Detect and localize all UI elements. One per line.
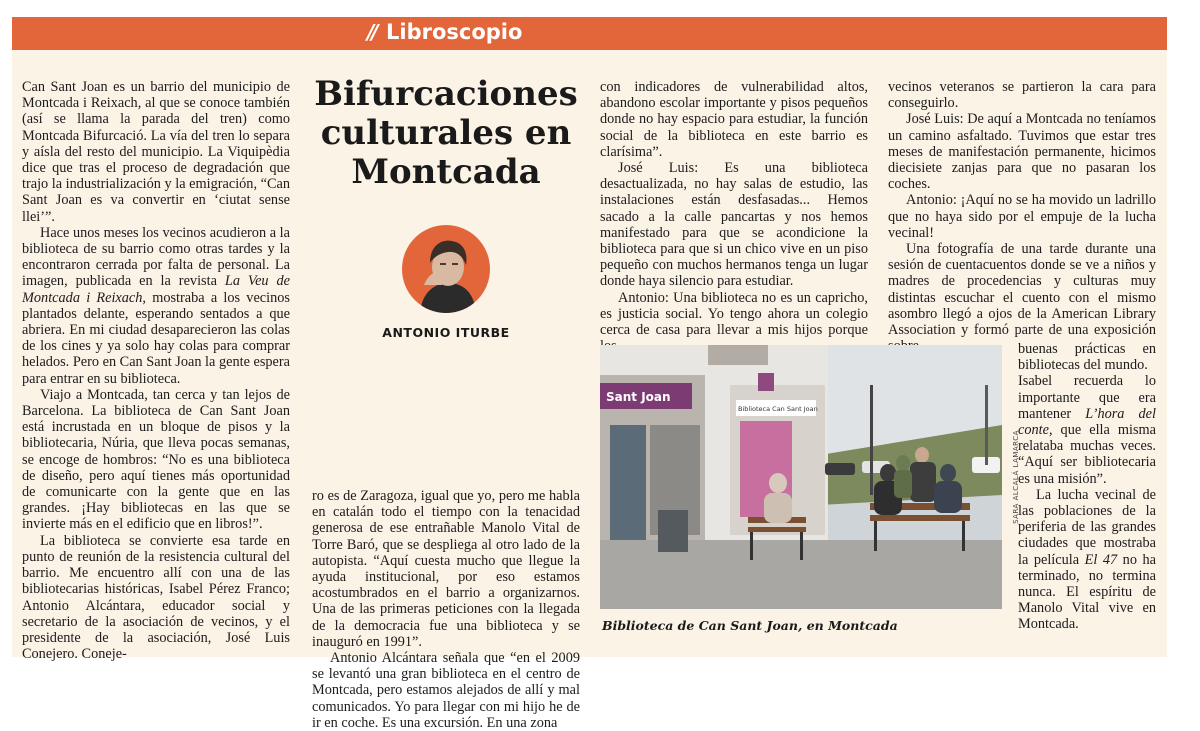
paragraph: José Luis: Es una biblioteca desactualizada, no hay salas de estudio, las instalaciones están desfasadas... Hemos sacado a la calle pancartas y nos hemos manifestado para que se acondicione la biblioteca para que si un chico vive en un piso pequeño con muchos hermanos tenga un lugar donde haya silencio para estudiar. [600,160,868,290]
article-column-1 [22,79,290,662]
paragraph: José Luis: De aquí a Montcada no teníamos un camino asfaltado. Tuvimos que estar tres meses de manifestación permanente, hicimos diecisiete zanjas para que no pasaran los coches. [888,111,1156,193]
article-column-4-lower [1018,341,1156,633]
photo-caption: Biblioteca de Can Sant Joan, en Montcada [602,618,898,633]
paragraph: Una fotografía de una tarde durante una sesión de cuentacuentos donde se ve a niños y madres de procedencias y culturas muy distintas escuchar el cuento con el mismo asombro llegó a ojos de la American Library Association y formó parte de una exposición [888,241,1156,339]
section-title: Libroscopio [386,20,523,44]
library-sign: Biblioteca Can Sant Joan [738,405,818,413]
paragraph: Isabel recuerda lo importante que era mantener L’hora del conte, que ella misma relataba muchas veces. “Aquí ser bibliotecaria es una misión”. [1018,373,1156,487]
paragraph: Antonio: ¡Aquí no se ha movido un ladrillo que no haya sido por el empuje de la lucha vecinal! [888,192,1156,241]
paragraph: Antonio: Una biblioteca no es un capricho, es justicia social. Yo tengo ahora un colegio cerca de casa para llevar a mis hijos porque [600,289,868,339]
paragraph: vecinos veteranos se partieron la cara para conseguirlo. [888,79,1156,112]
article-column-2 [312,488,580,731]
section-banner [12,17,1167,50]
program-name: L’hora del conte [1018,405,1156,439]
paragraph: La biblioteca se convierte esa tarde en punto de reunión de la resistencia cultural del barrio. Me encuentro allí con una de las bibliotecarias históricas, Isabel Pérez Franco; Antonio Alcántara, educador social y secretario de la asociación de vecinos, y el presidente de la asociación, José Luis Conejero. Coneje- [22,532,290,663]
photo-credit: SARA ALCALÁ LAMARCA [1012,430,1020,524]
paragraph: Can Sant Joan es un barrio del municipio de Montcada i Reixach, al que se conoce también (así se llama la parada del tren) como Montcada Bifurcació. La vía del tren lo separa y aísla del resto del municipio. La Viquipèdia dice que tras el proceso de degradación que trajo la industrialización y la emigración, “Can Sant Joan es va convertir en ‘ciutat sense llei’”. [22,79,290,225]
author-byline: ANTONIO ITURBE [382,325,510,340]
section-slash-marks: // [367,20,376,44]
article-column-3 [600,79,868,354]
library-scene-illustration [600,345,1002,609]
author-portrait-icon [402,225,490,313]
film-title: El 47 [1084,551,1118,568]
paragraph: Hace unos meses los vecinos acudieron a la biblioteca de su barrio como otras tardes y la encontraron cerrada por falta de personal. La imagen, publicada en la revista La Veu de Montcada i Reixach, mostraba a los vecinos plantados delante, esperando sentados a que abriera. En mi ciudad desaparecieron las colas de los cines y ya solo hay colas para comprar helados. Pero en Can Sant Joan la gente espera para entrar en su biblioteca. [22,224,290,387]
publication-name: La Veu de Montcada i Reixach [22,273,290,306]
paragraph: Antonio Alcántara señala que “en el 2009 se levantó una gran biblioteca en el centro de Montcada, pero estamos alejados de allí y mal comunicados. Yo para llegar con mi hijo he de ir en coche. Es una excursión. En una zona [312,650,580,731]
paragraph: Viajo a Montcada, tan cerca y tan lejos de Barcelona. La biblioteca de Can Sant Joan está incrustada en un bloque de pisos y la bibliotecaria, Núria, que lleva pocas semanas, se encoge de hombros: “No es una biblioteca de diseño, pero aquí tienes más oportunidad de comunicarte con la gente que en las grandes. ¡Hay bibliotecas en las que se invierte más en el edificio que en libros!”. [22,386,290,533]
newspaper-page [12,17,1167,731]
street-sign: Sant Joan [606,390,671,404]
paragraph: con indicadores de vulnerabilidad altos, abandono escolar importante y pisos pequeños donde no hay espacio para estudiar, la función social de la biblioteca en este barrio es clarísima”. [600,79,868,160]
author-portrait [402,225,490,313]
paragraph: ro es de Zaragoza, igual que yo, pero me habla en catalán todo el tiempo con la tenacidad generosa de ese entrañable Manolo Vital de Torre Baró, que se despliega al otro lado de la autopista. “Aquí cuesta mucho que llegue la ayuda institucional, por eso estamos acostumbrados en el barrio a organizarnos. Una de las primeras peticiones con la llegada de la democracia fue una biblioteca y se inauguró en 1991”. [312,488,580,650]
article-column-4 [888,79,1156,354]
article-headline: Bifurcaciones culturales en Montcada [314,74,578,192]
library-photo [600,345,1002,609]
paragraph: La lucha vecinal de las poblaciones de la periferia de las grandes ciudades que mostraba la película El 47 no ha terminado, no termina nunca. El espíritu de Manolo Vital vive en Montcada. [1018,486,1156,633]
paragraph: buenas prácticas en bibliotecas del mundo. [1018,341,1156,374]
